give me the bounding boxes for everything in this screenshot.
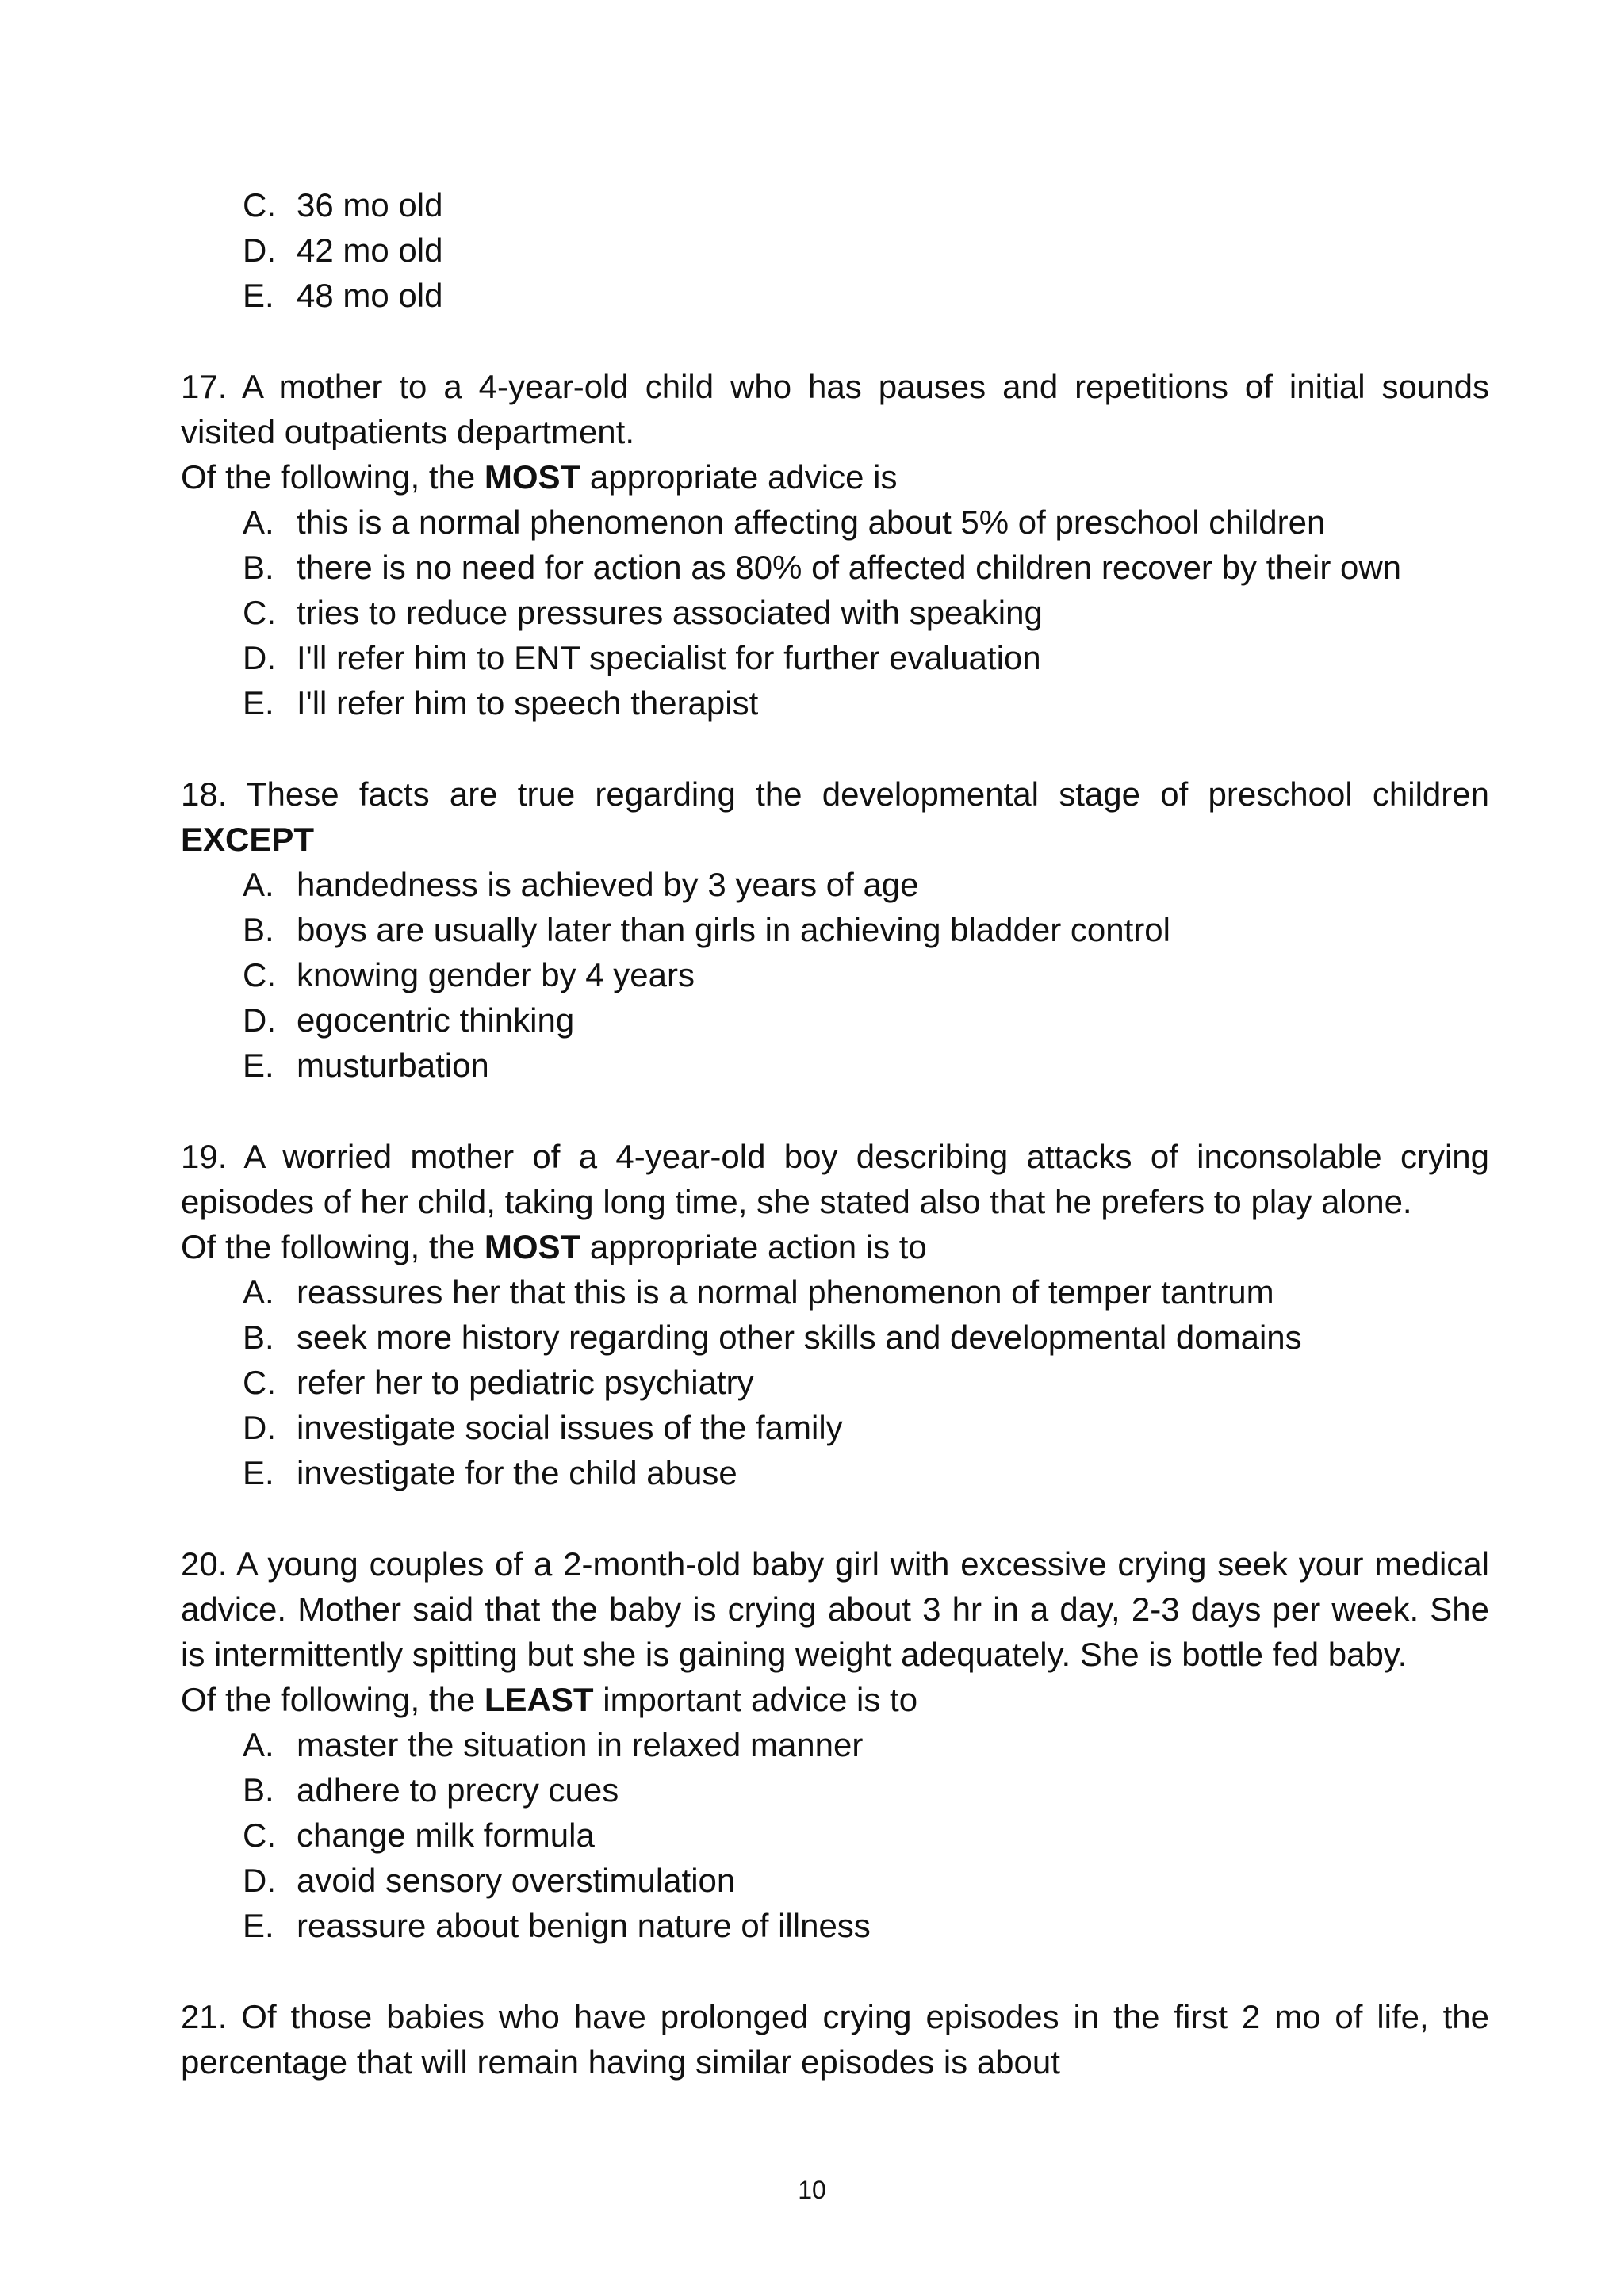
option-text: avoid sensory overstimulation [297, 1862, 736, 1899]
option-text: master the situation in relaxed manner [297, 1726, 864, 1763]
stem-emphasis: EXCEPT [181, 821, 315, 858]
page-number: 10 [798, 2176, 826, 2204]
option-text: musturbation [297, 1047, 489, 1084]
option-letter: C. [243, 956, 276, 993]
question-19-option-d [243, 1406, 843, 1450]
question-18-option-a [243, 863, 919, 907]
option-letter: D. [243, 639, 276, 676]
question-17-option-a [243, 500, 1325, 545]
option-letter: C. [243, 1816, 276, 1854]
question-18-option-c [243, 953, 695, 997]
question-20-option-b [243, 1768, 619, 1813]
option-letter: C. [243, 186, 276, 224]
question-20-option-d [243, 1859, 735, 1903]
option-letter: B. [243, 1319, 274, 1356]
prompt-prefix: Of the following, the [181, 1681, 485, 1718]
question-20-stem-line-3: is intermittently spitting but she is gaining weight adequately. She is bottle fed baby. [181, 1636, 1408, 1673]
question-20-option-c [243, 1813, 595, 1858]
option-text: handedness is achieved by 3 years of age [297, 866, 919, 903]
option-text: boys are usually later than girls in achieving bladder control [297, 911, 1170, 948]
option-text: adhere to precry cues [297, 1771, 619, 1809]
option-letter: D. [243, 1862, 276, 1899]
option-text: 42 mo old [297, 232, 443, 269]
question-17-option-c [243, 591, 1043, 635]
option-text: 48 mo old [297, 277, 443, 314]
question-17-prompt [181, 455, 897, 500]
option-text: investigate social issues of the family [297, 1409, 843, 1446]
question-19-stem-line-1: 19. A worried mother of a 4-year-old boy describing attacks of inconsolable crying [181, 1138, 1489, 1175]
option-letter: C. [243, 594, 276, 631]
option-letter: A. [243, 1273, 274, 1311]
question-19-option-c [243, 1361, 754, 1405]
question-19-stem-line-2: episodes of her child, taking long time, she stated also that he prefers to play alone. [181, 1183, 1412, 1220]
option-text: this is a normal phenomenon affecting about 5% of preschool children [297, 503, 1326, 541]
option-letter: B. [243, 911, 274, 948]
question-18-option-e [243, 1043, 489, 1088]
prompt-emphasis: LEAST [484, 1681, 594, 1718]
option-text: seek more history regarding other skills and developmental domains [297, 1319, 1302, 1356]
option-d-prev [243, 228, 442, 273]
option-text: egocentric thinking [297, 1001, 575, 1039]
option-letter: D. [243, 232, 276, 269]
option-c-prev [243, 183, 442, 228]
option-letter: C. [243, 1364, 276, 1401]
option-text: there is no need for action as 80% of affected children recover by their own [297, 549, 1402, 586]
option-text: investigate for the child abuse [297, 1454, 737, 1491]
question-17-stem-line-1: 17. A mother to a 4-year-old child who has pauses and repetitions of initial sounds [181, 368, 1489, 405]
option-letter: E. [243, 684, 274, 722]
option-letter: E. [243, 277, 274, 314]
question-18-stem-line-1: 18. These facts are true regarding the developmental stage of preschool children [181, 775, 1489, 813]
question-20-option-e [243, 1904, 871, 1948]
question-20-option-a [243, 1723, 863, 1767]
option-letter: A. [243, 1726, 274, 1763]
prompt-emphasis: MOST [484, 458, 581, 496]
question-19-option-b [243, 1315, 1302, 1360]
option-letter: A. [243, 503, 274, 541]
prompt-prefix: Of the following, the [181, 458, 485, 496]
option-letter: D. [243, 1001, 276, 1039]
option-text: I'll refer him to ENT specialist for further evaluation [297, 639, 1041, 676]
question-20-prompt [181, 1678, 917, 1722]
question-18-option-d [243, 998, 574, 1043]
question-21-stem-line-2: percentage that will remain having similar episodes is about [181, 2043, 1060, 2081]
option-letter: B. [243, 549, 274, 586]
option-text: reassures her that this is a normal phenomenon of temper tantrum [297, 1273, 1274, 1311]
option-text: change milk formula [297, 1816, 595, 1854]
option-letter: E. [243, 1047, 274, 1084]
question-18-option-b [243, 908, 1170, 952]
question-20-stem-line-1: 20. A young couples of a 2-month-old baby girl with excessive crying seek your medical [181, 1545, 1489, 1583]
option-letter: E. [243, 1454, 274, 1491]
question-17-option-b [243, 545, 1401, 590]
prompt-suffix: appropriate advice is [580, 458, 898, 496]
option-letter: B. [243, 1771, 274, 1809]
option-text: reassure about benign nature of illness [297, 1907, 871, 1944]
question-21-stem-line-1: 21. Of those babies who have prolonged crying episodes in the first 2 mo of life, the [181, 1998, 1489, 2035]
option-letter: D. [243, 1409, 276, 1446]
option-letter: E. [243, 1907, 274, 1944]
option-text: refer her to pediatric psychiatry [297, 1364, 754, 1401]
question-20-stem-line-2: advice. Mother said that the baby is crying about 3 hr in a day, 2-3 days per week. She [181, 1591, 1489, 1628]
option-text: 36 mo old [297, 186, 443, 224]
question-17-stem-line-2: visited outpatients department. [181, 413, 635, 450]
prompt-suffix: important advice is to [593, 1681, 918, 1718]
question-17-option-d [243, 636, 1041, 680]
question-17-option-e [243, 681, 758, 725]
prompt-suffix: appropriate action is to [580, 1228, 927, 1265]
option-text: I'll refer him to speech therapist [297, 684, 759, 722]
option-letter: A. [243, 866, 274, 903]
question-19-prompt [181, 1225, 927, 1269]
option-text: knowing gender by 4 years [297, 956, 695, 993]
prompt-emphasis: MOST [484, 1228, 581, 1265]
question-18-stem-emphasis [181, 817, 314, 862]
option-e-prev [243, 274, 442, 318]
question-19-option-a [243, 1270, 1274, 1315]
prompt-prefix: Of the following, the [181, 1228, 485, 1265]
option-text: tries to reduce pressures associated with speaking [297, 594, 1043, 631]
question-19-option-e [243, 1451, 737, 1495]
